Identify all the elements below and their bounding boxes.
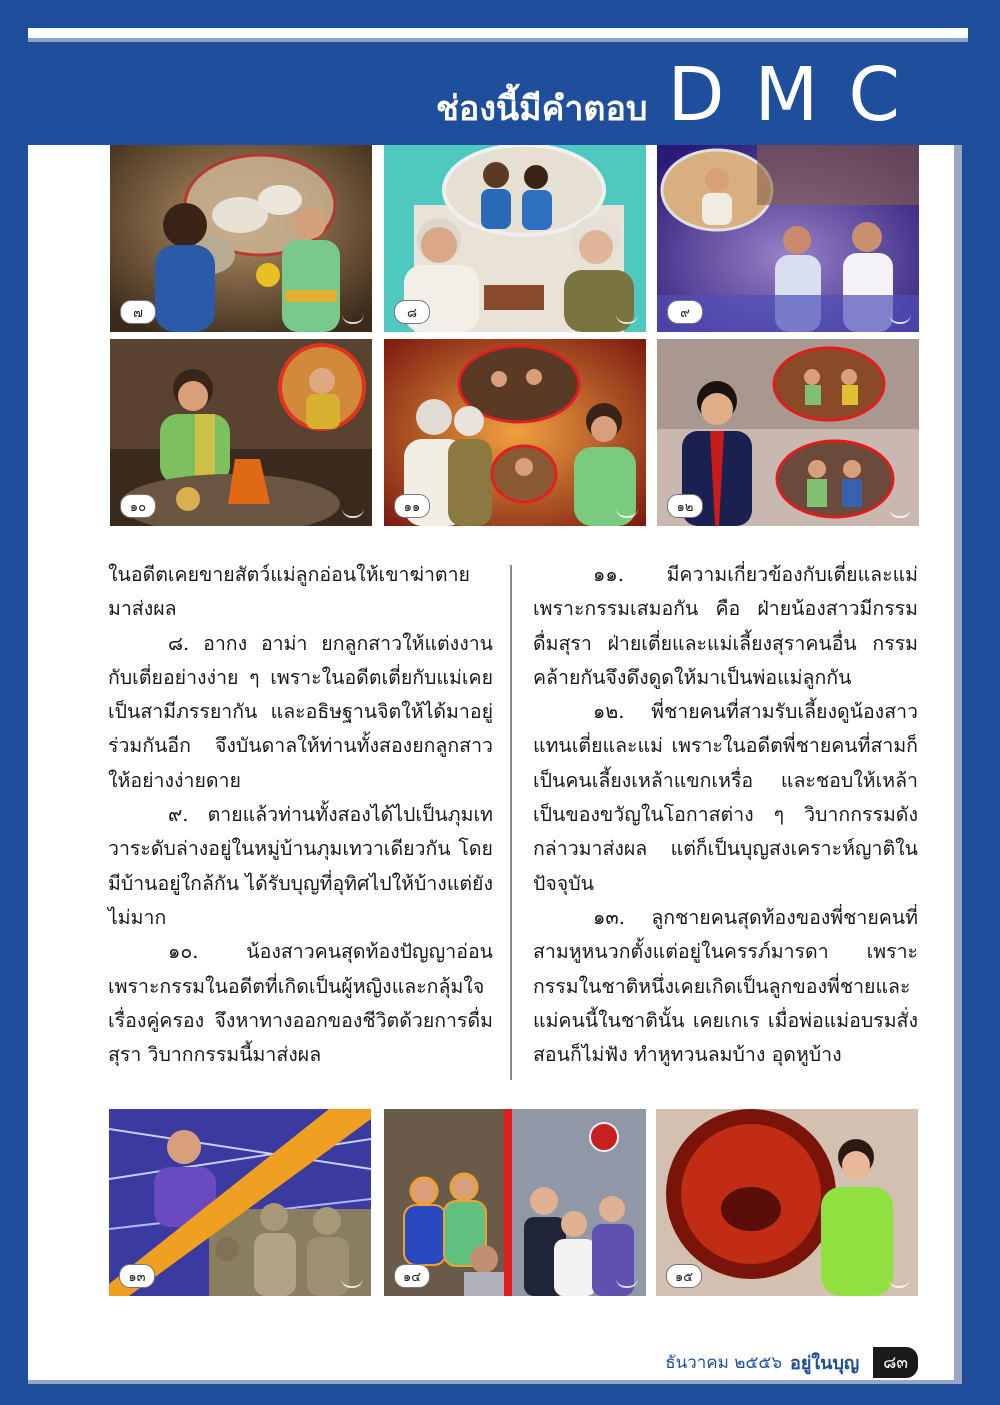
illustration-8: [384, 145, 646, 332]
panel-number: ๑๐: [120, 494, 156, 518]
panel-number: ๑๕: [666, 1264, 702, 1288]
right-border: [962, 145, 1000, 1405]
panel-number: ๙: [667, 300, 703, 324]
panel-number: ๘: [394, 300, 430, 324]
magazine-name: อยู่ในบุญ: [790, 1353, 860, 1374]
paragraph: ๑๑. มีความเกี่ยวข้องกับเตี่ยและแม่ เพราะกรรมเสมอกัน คือ ฝ่ายน้องสาวมีกรรมดื่มสุรา ฝ่ายเตี่ยและแม่เลี้ยงสุราคนอื่น กรรมคล้ายกันจึงดึงดูดให้มาเป็นพ่อแม่ลูกกัน: [533, 563, 918, 689]
panel-number: ๑๑: [394, 494, 430, 518]
illustration-14: [384, 1109, 646, 1296]
section-title: [435, 52, 930, 138]
paragraph: ๑๐. น้องสาวคนสุดท้องปัญญาอ่อนเพราะกรรมในอดีตที่เกิดเป็นผู้หญิงและกลุ้มใจเรื่องคู่ครอง จึงหาทางออกของชีวิตด้วยการดื่มสุรา วิบากกรรมนี้มาส่งผล: [108, 940, 493, 1067]
column-divider: [510, 565, 512, 1080]
illustration-11: [384, 339, 646, 526]
panel-number: ๑๒: [667, 494, 703, 518]
page-footer: [665, 1347, 918, 1378]
paragraph: ๙. ตายแล้วท่านทั้งสองได้ไปเป็นภุมเทวาระดับล่างอยู่ในหมู่บ้านภุมเทวาเดียวกัน โดยมีบ้านอยู่ใกล้กัน ได้รับบุญที่อุทิศไปให้บ้างแต่ยังไม่มาก: [108, 803, 493, 929]
page-number: ๘๓: [873, 1347, 918, 1378]
article-column-right: [533, 558, 918, 1072]
illustration-13: [109, 1109, 371, 1296]
paragraph: ๘. อากง อาม่า ยกลูกสาวให้แต่งงานกับเตี่ยอย่างง่าย ๆ เพราะในอดีตเตี่ยกับแม่เคยเป็นสามีภรรยากัน และอธิษฐานจิตให้ได้มาอยู่ร่วมกันอีก จึงบันดาลให้ท่านทั้งสองยกลูกสาวให้อย่างง่ายดาย: [108, 631, 493, 792]
paragraph: ๑๓. ลูกชายคนสุดท้องของพี่ชายคนที่สามหูหนวกตั้งแต่อยู่ในครรภ์มารดา เพราะกรรมในชาติหนึ่งเคยเกิดเป็นลูกของพี่ชายและแม่คนนี้ในชาตินั้น เคยเกเร เมื่อพ่อแม่อบรมสั่งสอนก็ไม่ฟัง ทำหูทวนลมบ้าง อุดหูบ้าง: [533, 905, 918, 1067]
right-border-shadow: [954, 145, 962, 1385]
panel-number: ๑๓: [119, 1264, 155, 1288]
article-column-left: [108, 558, 493, 1072]
illustration-10: [110, 339, 372, 526]
bottom-border: [28, 1384, 962, 1405]
panel-number: ๑๔: [394, 1264, 430, 1288]
header-rule-shadow: [28, 38, 968, 42]
illustration-9: [657, 145, 919, 332]
issue-date: ธันวาคม ๒๕๕๖: [665, 1353, 783, 1373]
panel-number: ๗: [120, 300, 156, 324]
paragraph: ในอดีตเคยขายสัตว์แม่ลูกอ่อนให้เขาฆ่าตายมาส่งผล: [108, 563, 470, 621]
paragraph: ๑๒. พี่ชายคนที่สามรับเลี้ยงดูน้องสาวแทนเตี่ยและแม่ เพราะในอดีตพี่ชายคนที่สามก็เป็นคนเลี้ยงเหล้าแขกเหรื่อ และชอบให้เหล้าเป็นของขวัญในโอกาสต่าง ๆ วิบากกรรมดังกล่าวมาส่งผล แต่ก็เป็นบุญสงเคราะห์ญาติในปัจจุบัน: [533, 700, 918, 895]
section-title-thai: ช่องนี้มีคำตอบ: [435, 89, 648, 129]
header-rule: [28, 28, 968, 38]
illustration-12: [657, 339, 919, 526]
section-title-brand: DMC: [667, 52, 930, 138]
illustration-15: [656, 1109, 918, 1296]
illustration-7: [110, 145, 372, 332]
left-border: [0, 145, 28, 1405]
